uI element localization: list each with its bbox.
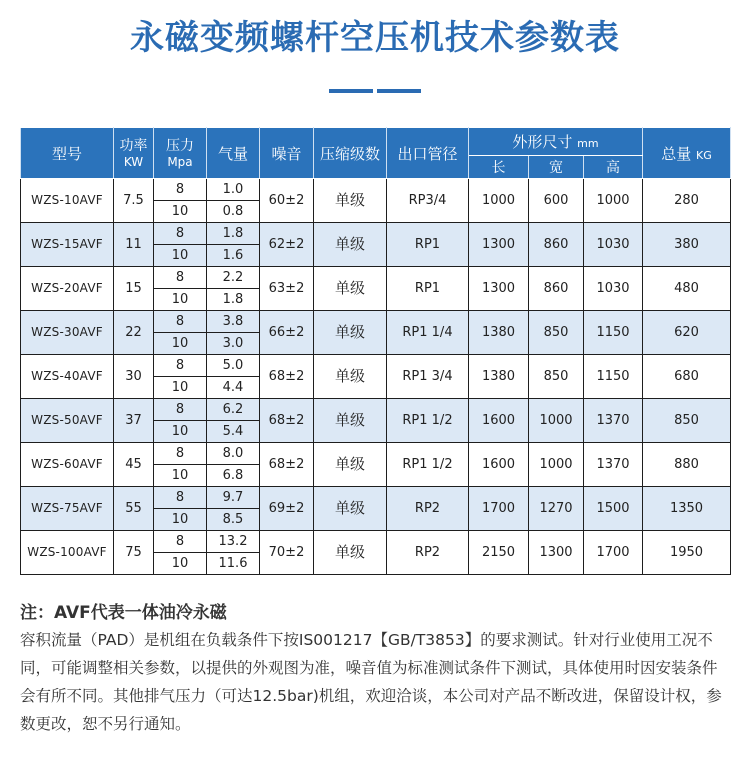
cell-pressure: 10 — [154, 377, 207, 399]
header-width: 宽 — [529, 156, 584, 179]
cell-airflow: 4.4 — [207, 377, 260, 399]
cell-airflow: 1.8 — [207, 289, 260, 311]
cell-noise: 68±2 — [260, 443, 314, 487]
table-row — [21, 311, 731, 333]
note-title: 注：AVF代表一体油冷永磁 — [20, 603, 227, 623]
cell-power: 75 — [114, 531, 154, 575]
cell-airflow: 3.8 — [207, 311, 260, 333]
header-dimensions-unit: mm — [577, 137, 599, 150]
cell-pressure: 8 — [154, 267, 207, 289]
cell-pressure: 10 — [154, 465, 207, 487]
cell-stages: 单级 — [314, 487, 387, 531]
header-weight-unit: KG — [696, 148, 712, 162]
cell-width: 850 — [529, 311, 584, 355]
cell-airflow: 13.2 — [207, 531, 260, 553]
cell-power: 7.5 — [114, 179, 154, 223]
cell-width: 860 — [529, 267, 584, 311]
cell-airflow: 1.0 — [207, 179, 260, 201]
cell-width: 850 — [529, 355, 584, 399]
cell-airflow: 6.2 — [207, 399, 260, 421]
header-weight — [643, 128, 731, 179]
cell-height: 1030 — [584, 223, 643, 267]
cell-power: 55 — [114, 487, 154, 531]
cell-model: WZS-75AVF — [21, 487, 114, 531]
cell-airflow: 0.8 — [207, 201, 260, 223]
header-pressure — [154, 128, 207, 179]
cell-weight: 1350 — [643, 487, 731, 531]
header-dimensions — [469, 128, 643, 156]
cell-pressure: 8 — [154, 355, 207, 377]
cell-noise: 62±2 — [260, 223, 314, 267]
cell-airflow: 5.4 — [207, 421, 260, 443]
spec-table-body — [21, 179, 731, 575]
cell-model: WZS-40AVF — [21, 355, 114, 399]
header-power — [114, 128, 154, 179]
cell-height: 1030 — [584, 267, 643, 311]
cell-model: WZS-30AVF — [21, 311, 114, 355]
header-power-unit: KW — [123, 154, 144, 169]
cell-pressure: 8 — [154, 223, 207, 245]
cell-weight: 850 — [643, 399, 731, 443]
cell-weight: 620 — [643, 311, 731, 355]
cell-width: 1000 — [529, 443, 584, 487]
title-underline — [329, 89, 421, 93]
cell-length: 1600 — [469, 399, 529, 443]
table-row — [21, 355, 731, 377]
cell-pressure: 10 — [154, 421, 207, 443]
cell-outlet: RP1 — [387, 267, 469, 311]
cell-pressure: 8 — [154, 179, 207, 201]
cell-outlet: RP1 1/2 — [387, 443, 469, 487]
note-body: 容积流量（PAD）是机组在负载条件下按IS001217【GB/T3853】的要求测试。针对行业使用工况不同，可能调整相关参数，以提供的外观图为准，噪音值为标准测试条件下测试，具体使用时因安装条件会有所不同。其他排气压力（可达12.5bar)机组，欢迎洽谈，本公司对产品不断改进，保留设计权，参数更改，恕不另行通知。 — [20, 631, 722, 733]
cell-stages: 单级 — [314, 267, 387, 311]
cell-stages: 单级 — [314, 443, 387, 487]
cell-weight: 880 — [643, 443, 731, 487]
cell-height: 1150 — [584, 355, 643, 399]
cell-pressure: 10 — [154, 201, 207, 223]
cell-stages: 单级 — [314, 355, 387, 399]
header-outlet: 出口管径 — [387, 128, 469, 179]
cell-airflow: 5.0 — [207, 355, 260, 377]
cell-height: 1500 — [584, 487, 643, 531]
header-pressure-label: 压力 — [166, 137, 194, 154]
cell-outlet: RP2 — [387, 487, 469, 531]
table-row — [21, 399, 731, 421]
cell-length: 1700 — [469, 487, 529, 531]
cell-outlet: RP1 1/2 — [387, 399, 469, 443]
cell-noise: 60±2 — [260, 179, 314, 223]
cell-pressure: 8 — [154, 311, 207, 333]
cell-model: WZS-10AVF — [21, 179, 114, 223]
header-stages: 压缩级数 — [314, 128, 387, 179]
cell-airflow: 8.5 — [207, 509, 260, 531]
cell-power: 30 — [114, 355, 154, 399]
cell-outlet: RP1 3/4 — [387, 355, 469, 399]
cell-power: 11 — [114, 223, 154, 267]
header-height: 高 — [584, 156, 643, 179]
cell-weight: 680 — [643, 355, 731, 399]
header-airflow: 气量 — [207, 128, 260, 179]
page-title: 永磁变频螺杆空压机技术参数表 — [130, 18, 620, 58]
cell-pressure: 8 — [154, 399, 207, 421]
cell-outlet: RP1 1/4 — [387, 311, 469, 355]
header-pressure-unit: Mpa — [167, 154, 193, 169]
cell-stages: 单级 — [314, 179, 387, 223]
cell-pressure: 8 — [154, 531, 207, 553]
cell-airflow: 8.0 — [207, 443, 260, 465]
cell-outlet: RP1 — [387, 223, 469, 267]
cell-noise: 63±2 — [260, 267, 314, 311]
cell-model: WZS-20AVF — [21, 267, 114, 311]
cell-airflow: 2.2 — [207, 267, 260, 289]
cell-noise: 66±2 — [260, 311, 314, 355]
cell-airflow: 3.0 — [207, 333, 260, 355]
cell-width: 600 — [529, 179, 584, 223]
cell-stages: 单级 — [314, 399, 387, 443]
header-dimensions-label: 外形尺寸 — [512, 133, 573, 151]
header-noise: 噪音 — [260, 128, 314, 179]
cell-power: 37 — [114, 399, 154, 443]
table-row — [21, 267, 731, 289]
cell-model: WZS-60AVF — [21, 443, 114, 487]
cell-noise: 69±2 — [260, 487, 314, 531]
cell-length: 1000 — [469, 179, 529, 223]
cell-model: WZS-15AVF — [21, 223, 114, 267]
cell-pressure: 10 — [154, 509, 207, 531]
cell-stages: 单级 — [314, 223, 387, 267]
cell-length: 1300 — [469, 223, 529, 267]
cell-length: 1600 — [469, 443, 529, 487]
cell-noise: 70±2 — [260, 531, 314, 575]
header-weight-label: 总量 — [661, 144, 692, 163]
header-power-label: 功率 — [119, 137, 148, 154]
spec-table — [20, 127, 731, 575]
cell-length: 1380 — [469, 355, 529, 399]
cell-width: 1270 — [529, 487, 584, 531]
cell-stages: 单级 — [314, 531, 387, 575]
table-row — [21, 531, 731, 553]
cell-length: 2150 — [469, 531, 529, 575]
cell-height: 1000 — [584, 179, 643, 223]
cell-pressure: 10 — [154, 553, 207, 575]
cell-width: 1000 — [529, 399, 584, 443]
cell-power: 45 — [114, 443, 154, 487]
cell-pressure: 10 — [154, 289, 207, 311]
cell-weight: 380 — [643, 223, 731, 267]
cell-airflow: 9.7 — [207, 487, 260, 509]
cell-outlet: RP2 — [387, 531, 469, 575]
cell-outlet: RP3/4 — [387, 179, 469, 223]
cell-airflow: 6.8 — [207, 465, 260, 487]
cell-weight: 280 — [643, 179, 731, 223]
table-row — [21, 443, 731, 465]
cell-pressure: 8 — [154, 487, 207, 509]
cell-airflow: 1.6 — [207, 245, 260, 267]
cell-height: 1700 — [584, 531, 643, 575]
cell-noise: 68±2 — [260, 355, 314, 399]
cell-weight: 480 — [643, 267, 731, 311]
cell-power: 22 — [114, 311, 154, 355]
cell-width: 1300 — [529, 531, 584, 575]
cell-height: 1370 — [584, 399, 643, 443]
cell-pressure: 8 — [154, 443, 207, 465]
cell-power: 15 — [114, 267, 154, 311]
cell-model: WZS-100AVF — [21, 531, 114, 575]
cell-airflow: 1.8 — [207, 223, 260, 245]
cell-height: 1370 — [584, 443, 643, 487]
cell-length: 1380 — [469, 311, 529, 355]
cell-height: 1150 — [584, 311, 643, 355]
cell-stages: 单级 — [314, 311, 387, 355]
header-model: 型号 — [21, 128, 114, 179]
table-row — [21, 179, 731, 201]
cell-weight: 1950 — [643, 531, 731, 575]
cell-pressure: 10 — [154, 245, 207, 267]
table-row — [21, 487, 731, 509]
cell-pressure: 10 — [154, 333, 207, 355]
table-row — [21, 223, 731, 245]
cell-airflow: 11.6 — [207, 553, 260, 575]
cell-length: 1300 — [469, 267, 529, 311]
cell-noise: 68±2 — [260, 399, 314, 443]
cell-width: 860 — [529, 223, 584, 267]
cell-model: WZS-50AVF — [21, 399, 114, 443]
header-length: 长 — [469, 156, 529, 179]
